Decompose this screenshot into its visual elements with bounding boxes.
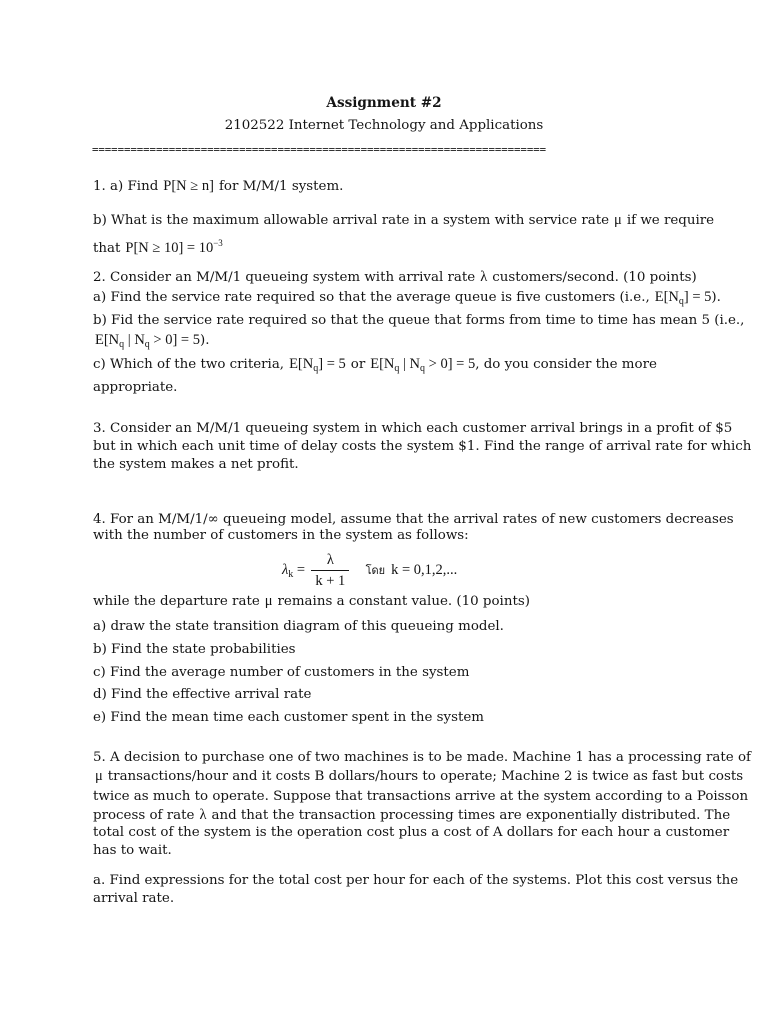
lambda-symbol: λ bbox=[480, 269, 488, 285]
q5-line-6: has to wait. bbox=[93, 843, 172, 858]
q4-item-d: d) Find the effective arrival rate bbox=[93, 687, 312, 702]
q2-part-a: a) Find the service rate required so that the average queue is five customers (i.e., $E[N_q] = 5$). bbox=[93, 289, 721, 307]
lambda-symbol: λ bbox=[199, 807, 207, 823]
q1-part-b-cont: that $P[N \ge 10] = 10^{-3}$ bbox=[93, 238, 223, 256]
assignment-title: Assignment #2 bbox=[326, 95, 442, 111]
q3-line-3: the system makes a net profit. bbox=[93, 457, 299, 472]
q5-part-a-line-1: a. Find expressions for the total cost per hour for each of the systems. Plot this cost versus the bbox=[93, 873, 739, 888]
q2-a-math: $E[N_q] = 5$ bbox=[654, 289, 712, 307]
q4-item-c: c) Find the average number of customers in the system bbox=[93, 665, 470, 680]
q2-b-math: $E[N_q$ | $N_q > 0] = 5$ bbox=[95, 332, 200, 350]
thai-word: โดย bbox=[365, 564, 386, 577]
q5-line-4: process of rate λ and that the transaction processing times are exponentially distributed. The bbox=[93, 807, 731, 823]
q5-line-1: 5. A decision to purchase one of two machines is to be made. Machine 1 has a processing rate of bbox=[93, 750, 751, 765]
q2-c-math-1: $E[N_q] = 5$ bbox=[289, 356, 346, 374]
q3-line-2: but in which each unit time of delay costs the system $1. Find the range of arrival rate for which bbox=[93, 439, 752, 454]
q2-part-c-cont: appropriate. bbox=[93, 380, 178, 395]
q2-intro: 2. Consider an M/M/1 queueing system with arrival rate λ customers/second. (10 points) bbox=[93, 269, 697, 285]
q1-b-math: $P[N \ge 10] = 10^{-3}$ bbox=[125, 238, 223, 256]
q5-line-3: twice as much to operate. Suppose that transactions arrive at the system according to a Poisson bbox=[93, 789, 749, 804]
lambda-fraction: $\frac{\lambda}{k + 1}$ bbox=[311, 552, 349, 589]
mu-symbol: μ bbox=[264, 593, 273, 609]
course-title: 2102522 Internet Technology and Applications bbox=[224, 118, 544, 133]
mu-symbol: μ bbox=[614, 212, 622, 228]
q1-part-a: 1. a) Find P[N ≥ n] for M/M/1 system. bbox=[93, 178, 344, 194]
q4-item-a: a) draw the state transition diagram of this queueing model. bbox=[93, 619, 504, 634]
separator-line: ======================================================================= bbox=[92, 143, 547, 156]
q4-formula: $\lambda_k$ = $\frac{\lambda}{k + 1}$ โดย k = 0,1,2,... bbox=[282, 552, 458, 589]
q4-line-1: 4. For an M/M/1/∞ queueing model, assume that the arrival rates of new customers decreases bbox=[93, 512, 734, 527]
q5-line-2: μ transactions/hour and it costs B dollars/hours to operate; Machine 2 is twice as fast but costs bbox=[95, 768, 744, 784]
q2-part-c: c) Which of the two criteria, $E[N_q] = 5$ or $E[N_q$ | $N_q > 0] = 5$, do you consider the more bbox=[93, 356, 657, 374]
q5-part-a-line-2: arrival rate. bbox=[93, 891, 175, 906]
q5-line-5: total cost of the system is the operation cost plus a cost of A dollars for each hour a customer bbox=[93, 825, 730, 840]
q1-a-math: P[N ≥ n] bbox=[163, 178, 214, 194]
mu-symbol: μ bbox=[95, 768, 103, 784]
q4-item-e: e) Find the mean time each customer spent in the system bbox=[93, 710, 484, 725]
q4-departure-rate: while the departure rate μ remains a constant value. (10 points) bbox=[93, 593, 530, 609]
q4-item-b: b) Find the state probabilities bbox=[93, 642, 296, 657]
q1-part-b: b) What is the maximum allowable arrival rate in a system with service rate μ if we require bbox=[93, 212, 715, 228]
q4-line-2: with the number of customers in the system as follows: bbox=[93, 528, 469, 543]
q2-part-b: b) Fid the service rate required so that the queue that forms from time to time has mean 5 (i.e., bbox=[93, 313, 745, 328]
q3-line-1: 3. Consider an M/M/1 queueing system in which each customer arrival brings in a profit of $5 bbox=[93, 421, 733, 436]
q2-c-math-2: $E[N_q$ | $N_q > 0] = 5$ bbox=[370, 356, 476, 374]
q2-part-b-cont: $E[N_q$ | $N_q > 0] = 5$). bbox=[95, 332, 210, 350]
